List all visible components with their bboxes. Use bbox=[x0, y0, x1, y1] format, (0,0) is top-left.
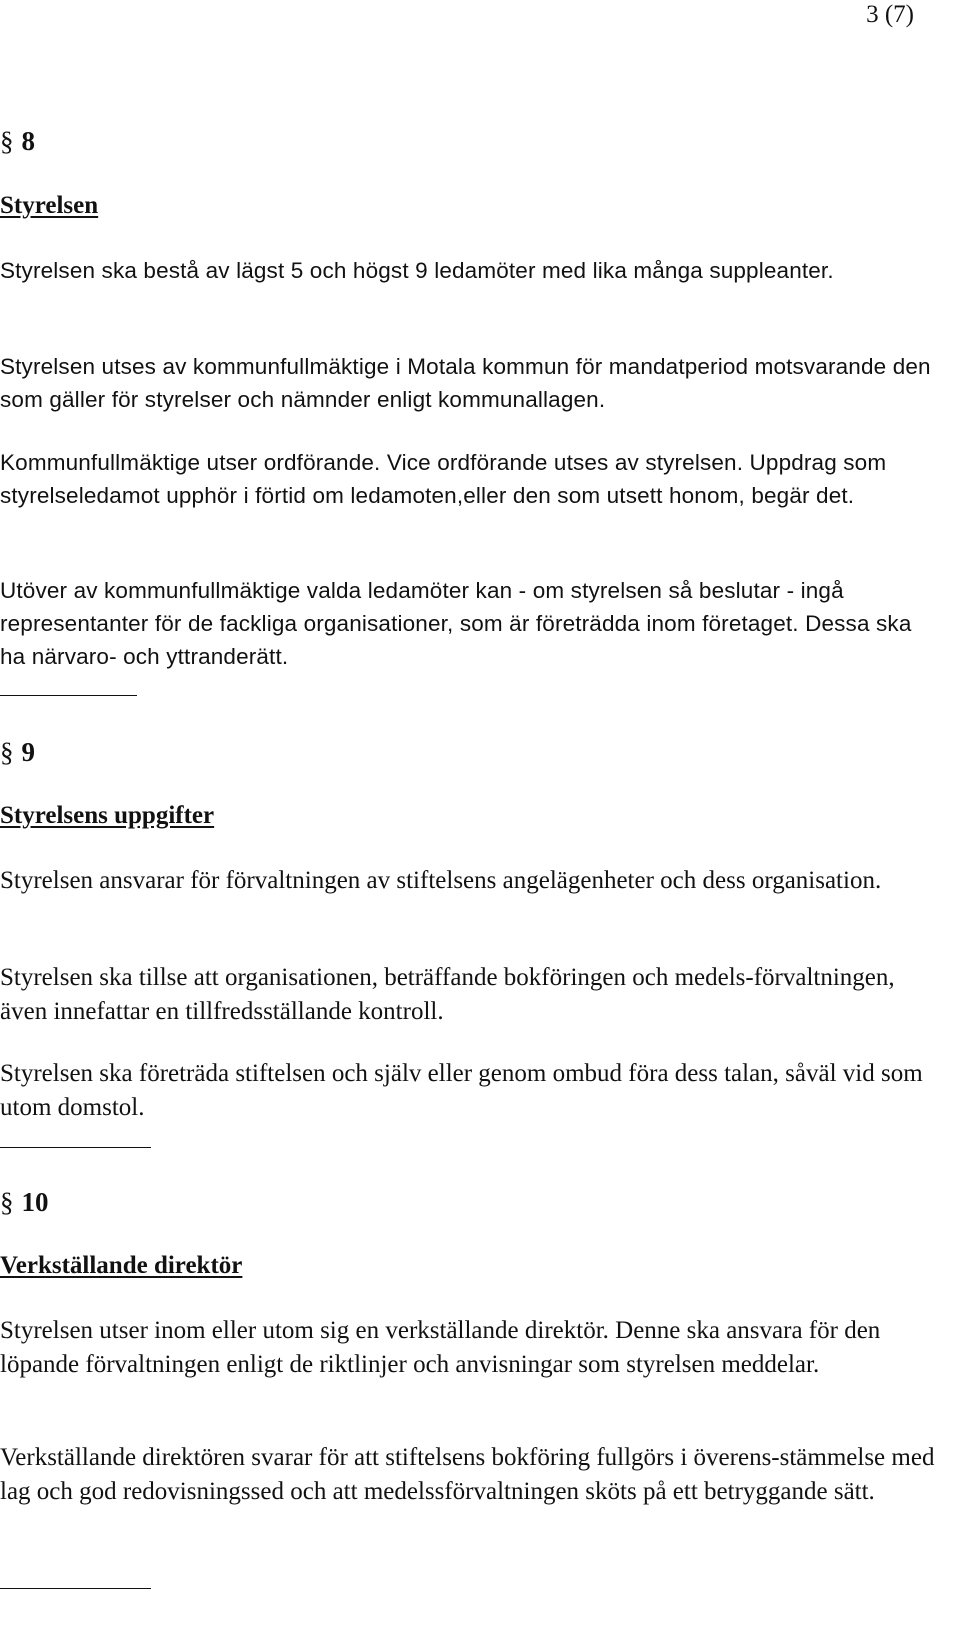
paragraph: Styrelsen ansvarar för förvaltningen av stiftelsens angelägenheter och dess organisation. bbox=[0, 867, 882, 894]
section-symbol: § bbox=[0, 1187, 14, 1217]
section-title: Styrelsens uppgifter bbox=[0, 802, 215, 829]
section-heading bbox=[0, 737, 35, 767]
paragraph: Kommunfullmäktige utser ordförande. Vice ordförande utses av styrelsen. Uppdrag som styrelseledamot upphör i förtid om ledamoten,eller den som utsett honom, begär det. bbox=[0, 450, 887, 508]
paragraph: Verkställande direktören svarar för att stiftelsens bokföring fullgörs i överens-stämmelse med lag och god redovisningssed och att medelssförvaltningen sköts på ett betryggande sätt. bbox=[0, 1444, 935, 1505]
section-title: Verkställande direktör bbox=[0, 1252, 243, 1279]
section-divider bbox=[0, 1147, 151, 1148]
section-divider bbox=[0, 695, 137, 696]
paragraph: Styrelsen ska tillse att organisationen, beträffande bokföringen och medels-förvaltningen, även innefattar en tillfredsställande kontroll. bbox=[0, 964, 895, 1025]
page-number: 3 (7) bbox=[866, 1, 914, 28]
section-number: 9 bbox=[21, 737, 35, 767]
paragraph: Styrelsen utser inom eller utom sig en verkställande direktör. Denne ska ansvara för den löpande förvaltningen enligt de riktlinjer och anvisningar som styrelsen meddelar. bbox=[0, 1317, 881, 1378]
section-symbol: § bbox=[0, 126, 14, 156]
section-number: 10 bbox=[21, 1187, 49, 1217]
section-divider bbox=[0, 1588, 151, 1589]
section-number: 8 bbox=[21, 126, 35, 156]
paragraph: Utöver av kommunfullmäktige valda ledamöter kan - om styrelsen så beslutar - ingå representanter för de fackliga organisationer, som är företrädda inom företaget. Dessa ska ha närvaro- och yttranderätt. bbox=[0, 578, 912, 669]
paragraph: Styrelsen ska företräda stiftelsen och själv eller genom ombud föra dess talan, såväl vid som utom domstol. bbox=[0, 1060, 923, 1121]
section-title: Styrelsen bbox=[0, 192, 99, 219]
section-heading bbox=[0, 126, 35, 156]
section-heading bbox=[0, 1187, 49, 1217]
section-symbol: § bbox=[0, 737, 14, 767]
paragraph: Styrelsen ska bestå av lägst 5 och högst 9 ledamöter med lika många suppleanter. bbox=[0, 258, 834, 283]
paragraph: Styrelsen utses av kommunfullmäktige i Motala kommun för mandatperiod motsvarande den som gäller för styrelser och nämnder enligt kommunallagen. bbox=[0, 354, 931, 412]
